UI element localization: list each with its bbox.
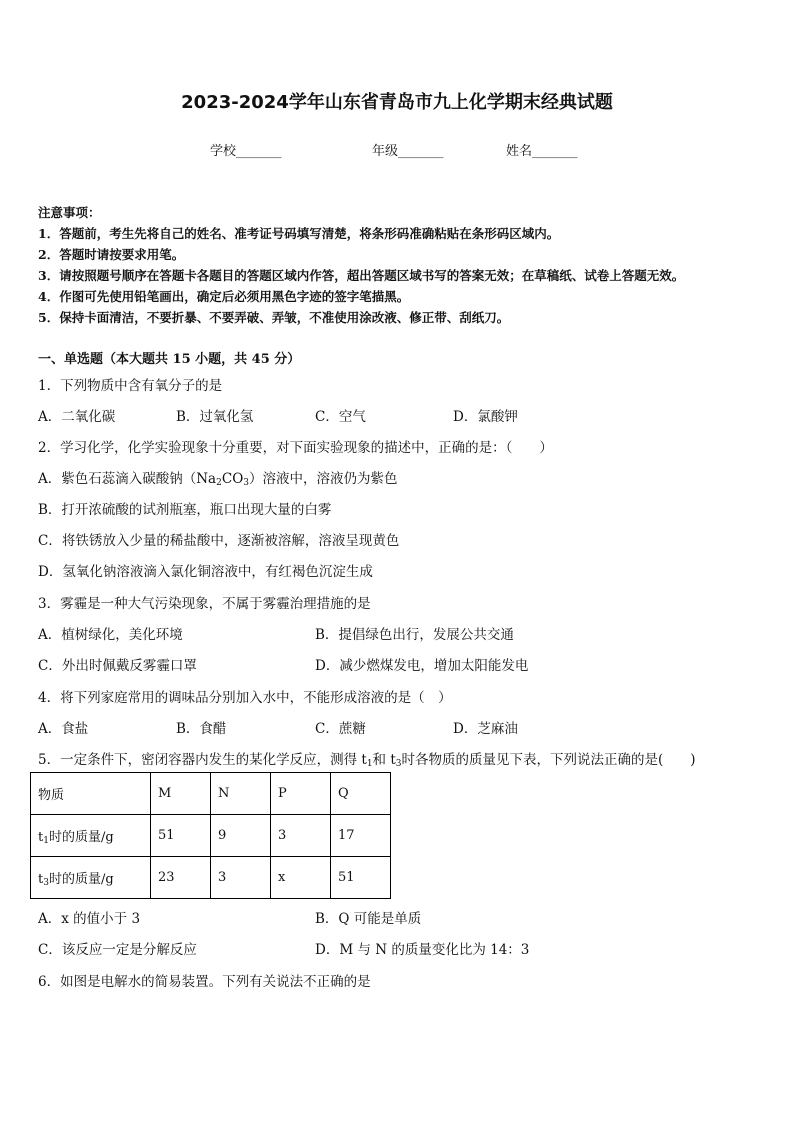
table-row <box>31 773 391 815</box>
q5-option-a: A．x 的值小于 3 <box>38 911 141 927</box>
q4-option-d: D．芝麻油 <box>453 721 518 737</box>
table-cell: 23 <box>151 857 211 899</box>
note-item: 5．保持卡面清洁，不要折暴、不要弄破、弄皱，不准使用涂改液、修正带、刮纸刀。 <box>38 310 510 325</box>
q1-option-b: B．过氧化氢 <box>176 409 254 425</box>
name-field: 姓名_______ <box>506 144 578 159</box>
question-3-stem: 3．雾霾是一种大气污染现象，不属于雾霾治理措施的是 <box>38 596 371 612</box>
grade-field: 年级_______ <box>372 144 444 159</box>
table-cell: $t_3$时的质量/g <box>31 857 151 899</box>
table-cell: 9 <box>211 815 271 857</box>
q1-option-a: A．二氧化碳 <box>38 409 116 425</box>
q1-option-d: D．氯酸钾 <box>453 409 518 425</box>
mass-table <box>30 772 391 899</box>
q5-option-d: D．M 与 N 的质量变化比为 14：3 <box>315 942 530 958</box>
table-cell: 3 <box>271 815 331 857</box>
question-1-stem: 1．下列物质中含有氧分子的是 <box>38 378 223 394</box>
q3-option-a: A．植树绿化，美化环境 <box>38 627 183 643</box>
section-heading: 一、单选题（本大题共 15 小题，共 45 分） <box>38 352 301 367</box>
q2-option-d: D．氢氧化钠溶液滴入氯化铜溶液中，有红褐色沉淀生成 <box>38 564 373 580</box>
table-cell: Q <box>331 773 391 815</box>
note-item: 3．请按照题号顺序在答题卡各题目的答题区域内作答，超出答题区域书写的答案无效；在草稿纸、试卷上答题无效。 <box>38 268 685 283</box>
table-cell: 51 <box>151 815 211 857</box>
q2-option-b: B．打开浓硫酸的试剂瓶塞，瓶口出现大量的白雾 <box>38 502 332 518</box>
q3-option-d: D．减少燃煤发电，增加太阳能发电 <box>315 658 529 674</box>
q4-option-c: C．蔗糖 <box>315 721 366 737</box>
table-cell: 51 <box>331 857 391 899</box>
q3-option-c: C．外出时佩戴反雾霾口罩 <box>38 658 197 674</box>
table-cell: 17 <box>331 815 391 857</box>
q4-option-b: B．食醋 <box>176 721 227 737</box>
table-cell: N <box>211 773 271 815</box>
note-item: 1．答题前，考生先将自己的姓名、准考证号码填写清楚，将条形码准确粘贴在条形码区域内。 <box>38 226 560 241</box>
table-cell: 物质 <box>31 773 151 815</box>
question-5-stem: 5．一定条件下，密闭容器内发生的某化学反应，测得 $t_1$和 $t_3$时各物质的质量见下表，下列说法正确的是( ) <box>38 752 696 769</box>
note-item: 2．答题时请按要求用笔。 <box>38 247 185 262</box>
q4-option-a: A．食盐 <box>38 721 89 737</box>
table-row <box>31 815 391 857</box>
question-4-stem: 4．将下列家庭常用的调味品分别加入水中，不能形成溶液的是（ ） <box>38 690 452 706</box>
table-cell: 3 <box>211 857 271 899</box>
question-2-stem: 2．学习化学，化学实验现象十分重要，对下面实验现象的描述中，正确的是：（ ） <box>38 440 553 456</box>
note-item: 4．作图可先使用铅笔画出，确定后必须用黑色字迹的签字笔描黑。 <box>38 289 410 304</box>
table-cell: M <box>151 773 211 815</box>
table-row <box>31 857 391 899</box>
q5-option-b: B．Q 可能是单质 <box>315 911 422 927</box>
q5-option-c: C．该反应一定是分解反应 <box>38 942 197 958</box>
school-field: 学校_______ <box>210 144 282 159</box>
table-cell: $t_1$时的质量/g <box>31 815 151 857</box>
q2-option-a: A．紫色石蕊滴入碳酸钠$(Na_2CO_3)$溶液中，溶液仍为紫色 <box>38 471 398 488</box>
q2-option-c: C．将铁锈放入少量的稀盐酸中，逐渐被溶解，溶液呈现黄色 <box>38 533 400 549</box>
table-cell: P <box>271 773 331 815</box>
notes-heading: 注意事项： <box>38 205 101 220</box>
page-title: 2023-2024学年山东省青岛市九上化学期末经典试题 <box>181 92 613 113</box>
table-cell: x <box>271 857 331 899</box>
q3-option-b: B．提倡绿色出行，发展公共交通 <box>315 627 514 643</box>
q1-option-c: C．空气 <box>315 409 366 425</box>
question-6-stem: 6．如图是电解水的简易装置。下列有关说法不正确的是 <box>38 974 371 990</box>
